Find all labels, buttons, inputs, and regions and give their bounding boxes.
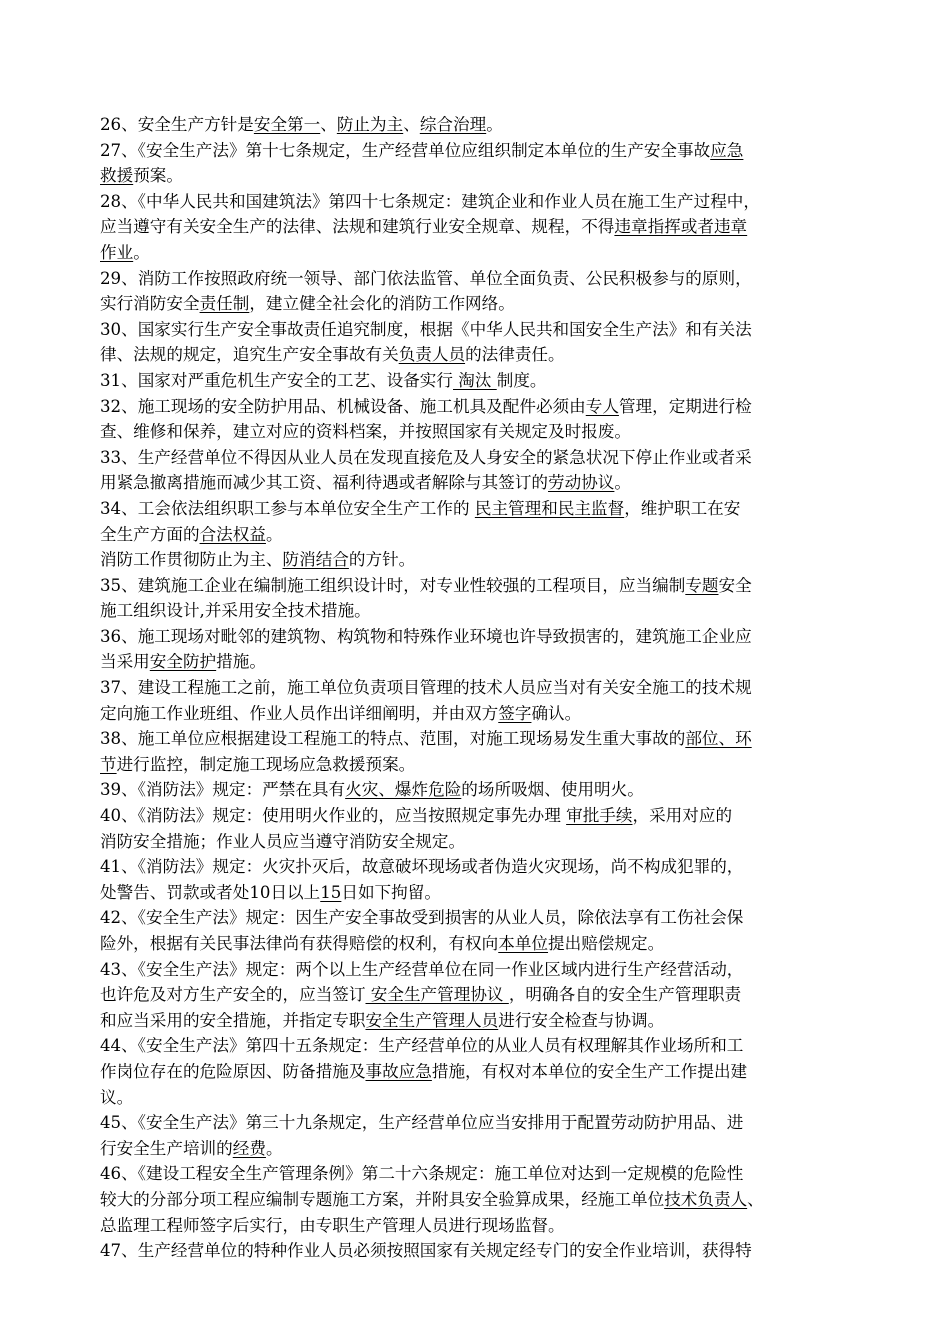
- text-run: 32、施工现场的安全防护用品、机械设备、施工机具及配件必须由: [100, 396, 586, 416]
- text-line: [100, 649, 860, 675]
- text-line: [100, 1187, 860, 1213]
- underlined-answer: 专题: [685, 575, 719, 595]
- text-line: [100, 854, 860, 880]
- text-run: 26、安全生产方针是: [100, 115, 254, 134]
- text-run: 提出赔偿规定。: [548, 934, 665, 953]
- text-line: [100, 291, 860, 317]
- text-line: [100, 1008, 860, 1034]
- text-run: 险外，根据有关民事法律尚有获得赔偿的权利，有权向: [100, 934, 499, 953]
- text-line: [100, 496, 860, 522]
- text-run: 措施，有权对本单位的安全生产工作提出建: [431, 1061, 748, 1081]
- underlined-answer: 淘汰: [453, 370, 497, 390]
- text-run: 。: [133, 242, 150, 262]
- text-line: [100, 701, 860, 727]
- text-run: 措施。: [216, 652, 266, 672]
- text-run: 查、维修和保养，建立对应的资料档案，并按照国家有关规定及时报废。: [100, 422, 631, 442]
- text-run: 。: [486, 115, 503, 134]
- text-run: 29、消防工作按照政府统一领导、部门依法监管、单位全面负责、公民积极参与的原则，: [100, 268, 752, 288]
- underlined-answer: 专人: [585, 396, 619, 416]
- text-run: 。: [614, 473, 631, 493]
- text-run: 33、生产经营单位不得因从业人员在发现直接危及人身安全的紧急状况下停止作业或者采: [100, 447, 752, 467]
- text-run: ，采用对应的: [632, 806, 733, 826]
- text-run: 日如下拘留。: [341, 882, 441, 902]
- text-run: 、: [403, 115, 420, 134]
- text-run: 的法律责任。: [465, 345, 565, 365]
- text-run: 35、建筑施工企业在编制施工组织设计时，对专业性较强的工程项目，应当编制: [100, 575, 686, 595]
- text-run: 。: [265, 1138, 283, 1158]
- text-run: 47、生产经营单位的特种作业人员必须按照国家有关规定经专门的安全作业培训，获得特: [100, 1241, 752, 1261]
- text-run: 39、《消防法》规定：严禁在具有: [100, 780, 346, 800]
- text-line: [100, 419, 860, 445]
- text-line: [100, 189, 860, 215]
- text-run: 。: [265, 524, 283, 544]
- underlined-answer: 防止为主: [336, 115, 404, 134]
- text-run: 进行安全检查与协调。: [498, 1010, 665, 1030]
- text-line: [100, 342, 860, 368]
- text-line: [100, 598, 860, 624]
- text-line: [100, 777, 860, 803]
- underlined-answer: 安全防护: [149, 652, 217, 672]
- text-line: [100, 803, 860, 829]
- underlined-answer: 安全生产管理协议: [365, 985, 509, 1005]
- text-run: 也许危及对方生产安全的，应当签订: [100, 985, 366, 1005]
- underlined-answer: 安全生产管理人员: [365, 1010, 499, 1030]
- text-line: [100, 573, 860, 599]
- text-run: 确认。: [531, 703, 582, 723]
- text-run: 消防安全措施；作业人员应当遵守消防安全规定。: [100, 831, 466, 851]
- text-run: 行安全生产培训的: [100, 1138, 233, 1158]
- underlined-answer: 违章指挥或者违章: [614, 217, 748, 237]
- text-run: 作岗位存在的危险原因、防备措施及: [100, 1061, 366, 1081]
- text-run: 制度。: [496, 370, 547, 390]
- text-run: 45、《安全生产法》第三十九条规定，生产经营单位应当安排用于配置劳动防护用品、进: [100, 1113, 744, 1133]
- text-line: [100, 240, 860, 266]
- text-run: 定向施工作业班组、作业人员作出详细阐明，并由双方: [100, 703, 499, 723]
- text-run: 消防工作贯彻防止为主、: [100, 550, 283, 570]
- text-run: 38、施工单位应根据建设工程施工的特点、范围，对施工现场易发生重大事故的: [100, 729, 686, 749]
- text-line: [100, 1033, 860, 1059]
- text-line: [100, 522, 860, 548]
- text-line: [100, 1085, 860, 1111]
- text-run: 进行监控，制定施工现场应急救援预案。: [116, 754, 416, 774]
- text-run: 28、《中华人民共和国建筑法》第四十七条规定：建筑企业和作业人员在施工生产过程中，: [100, 191, 760, 211]
- text-run: 44、《安全生产法》第四十五条规定：生产经营单位的从业人员有权理解其作业场所和工: [100, 1036, 744, 1056]
- text-line: [100, 112, 860, 138]
- text-run: 40、《消防法》规定：使用明火作业的，应当按照规定事先办理: [100, 806, 567, 826]
- text-line: [100, 547, 860, 573]
- text-line: [100, 445, 860, 471]
- text-line: [100, 1136, 860, 1162]
- text-run: 46、《建设工程安全生产管理条例》第二十六条规定：施工单位对达到一定规模的危险性: [100, 1164, 744, 1184]
- underlined-answer: 15: [320, 882, 342, 902]
- underlined-answer: 部位、环: [685, 729, 752, 749]
- text-line: [100, 829, 860, 855]
- text-line: [100, 982, 860, 1008]
- text-line: [100, 1059, 860, 1085]
- text-line: [100, 1238, 860, 1264]
- text-run: 的方针。: [348, 550, 416, 570]
- text-line: [100, 624, 860, 650]
- text-run: 用紧急撤离措施而减少其工资、福利待遇或者解除与其签订的: [100, 473, 549, 493]
- text-run: ，维护职工在安: [624, 498, 741, 518]
- text-run: 27、《安全生产法》第十七条规定，生产经营单位应组织制定本单位的生产安全事故: [100, 140, 711, 160]
- text-line: [100, 675, 860, 701]
- underlined-answer: 民主管理和民主监督: [474, 498, 625, 518]
- underlined-answer: 负责人员: [398, 345, 466, 365]
- text-line: [100, 138, 860, 164]
- text-run: 应当遵守有关安全生产的法律、法规和建筑行业安全规章、规程，不得: [100, 217, 615, 237]
- underlined-answer: 安全第一: [253, 115, 321, 134]
- text-run: 议。: [100, 1087, 134, 1107]
- text-line: [100, 931, 860, 957]
- text-run: 预案。: [133, 166, 183, 186]
- text-line: [100, 1161, 860, 1187]
- underlined-answer: 审批手续: [566, 806, 633, 826]
- text-line: [100, 726, 860, 752]
- underlined-answer: 应急: [710, 140, 744, 160]
- text-run: 全生产方面的: [100, 524, 200, 544]
- underlined-answer: 救援: [100, 166, 134, 186]
- underlined-answer: 火灾、爆炸危险: [345, 780, 462, 800]
- text-run: 36、施工现场对毗邻的建筑物、构筑物和特殊作业环境也许导致损害的，建筑施工企业应: [100, 626, 752, 646]
- text-run: 安全: [718, 575, 752, 595]
- underlined-answer: 事故应急: [365, 1061, 432, 1081]
- document-body: [100, 112, 860, 1264]
- text-run: 较大的分部分项工程应编制专题施工方案，并附具安全验算成果，经施工单位: [100, 1189, 665, 1209]
- text-line: [100, 1110, 860, 1136]
- text-line: [100, 317, 860, 343]
- text-line: [100, 1213, 860, 1239]
- underlined-answer: 本单位: [498, 934, 549, 953]
- text-run: 管理，定期进行检: [618, 396, 752, 416]
- text-line: [100, 752, 860, 778]
- text-run: 的场所吸烟、使用明火。: [461, 780, 644, 800]
- underlined-answer: 劳动协议: [548, 473, 615, 493]
- text-run: 、: [320, 115, 337, 134]
- text-run: 施工组织设计,并采用安全技术措施。: [100, 601, 371, 621]
- underlined-answer: 防消结合: [282, 550, 349, 570]
- text-run: ，建立健全社会化的消防工作网络。: [249, 294, 515, 314]
- text-run: 30、国家实行生产安全事故责任追究制度，根据《中华人民共和国安全生产法》和有关法: [100, 319, 752, 339]
- text-run: 、: [747, 1189, 764, 1209]
- underlined-answer: 责任制: [199, 294, 250, 314]
- text-line: [100, 214, 860, 240]
- underlined-answer: 技术负责人: [664, 1189, 748, 1209]
- text-run: 和应当采用的安全措施，并指定专职: [100, 1010, 366, 1030]
- text-run: 律、法规的规定，追究生产安全事故有关: [100, 345, 399, 365]
- underlined-answer: 签字: [498, 703, 532, 723]
- text-run: 31、国家对严重危机生产安全的工艺、设备实行: [100, 370, 453, 390]
- text-line: [100, 394, 860, 420]
- text-run: 实行消防安全: [100, 294, 200, 314]
- underlined-answer: 综合治理: [419, 115, 487, 134]
- text-run: 处警告、罚款或者处10日以上: [100, 882, 321, 902]
- text-line: [100, 957, 860, 983]
- text-line: [100, 266, 860, 292]
- text-line: [100, 163, 860, 189]
- text-run: 总监理工程师签字后实行，由专职生产管理人员进行现场监督。: [100, 1215, 565, 1235]
- text-run: 37、建设工程施工之前，施工单位负责项目管理的技术人员应当对有关安全施工的技术规: [100, 678, 752, 698]
- underlined-answer: 作业: [100, 242, 134, 262]
- underlined-answer: 经费: [232, 1138, 266, 1158]
- text-run: ，明确各自的安全生产管理职责: [508, 985, 742, 1005]
- text-line: [100, 905, 860, 931]
- text-run: 41、《消防法》规定：火灾扑灭后，故意破坏现场或者伪造火灾现场，尚不构成犯罪的，: [100, 857, 744, 877]
- text-run: 43、《安全生产法》规定：两个以上生产经营单位在同一作业区域内进行生产经营活动，: [100, 959, 744, 979]
- text-run: 42、《安全生产法》规定：因生产安全事故受到损害的从业人员，除依法享有工伤社会保: [100, 908, 744, 928]
- text-line: [100, 880, 860, 906]
- underlined-answer: 节: [100, 754, 117, 774]
- text-run: 当采用: [100, 652, 150, 672]
- text-run: 34、工会依法组织职工参与本单位安全生产工作的: [100, 498, 475, 518]
- text-line: [100, 368, 860, 394]
- text-line: [100, 470, 860, 496]
- underlined-answer: 合法权益: [199, 524, 266, 544]
